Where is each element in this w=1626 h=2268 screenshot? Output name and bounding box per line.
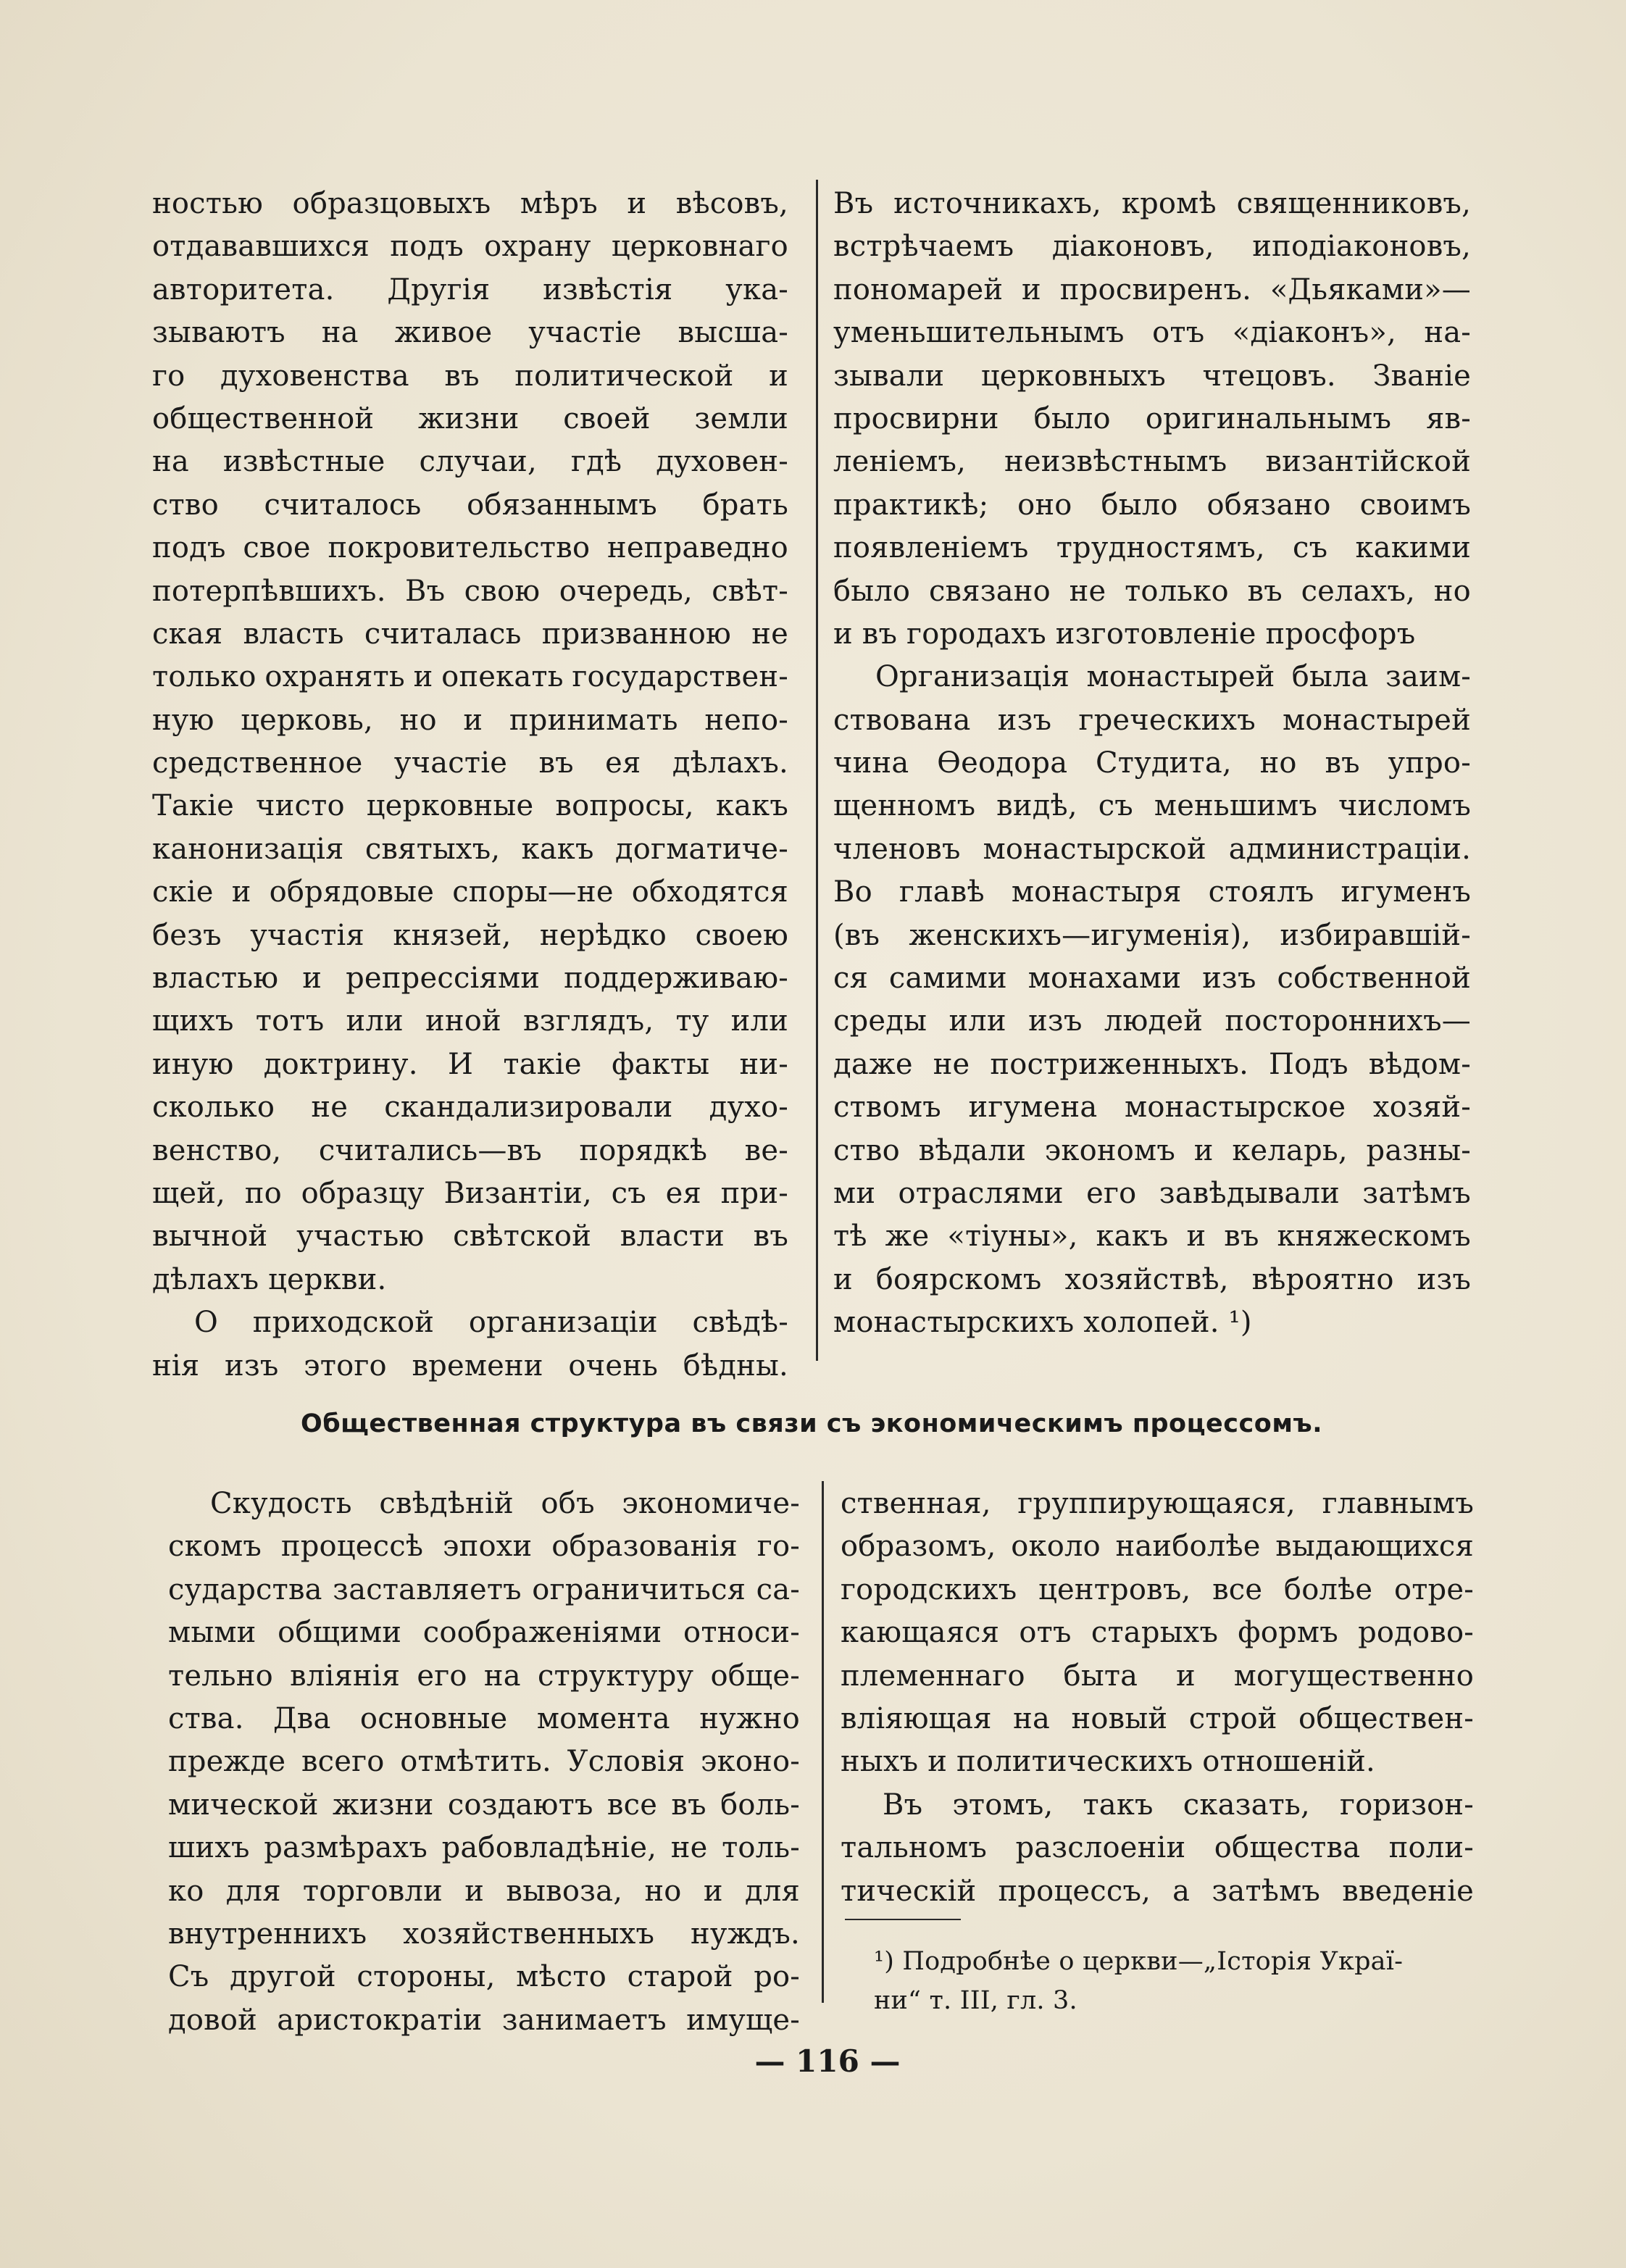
text-line: чина Өеодора Студита, но въ упро- bbox=[833, 746, 1471, 780]
text-line: ся самими монахами изъ собственной bbox=[833, 962, 1471, 996]
text-line: племеннаго быта и могущественно bbox=[841, 1659, 1474, 1693]
text-line: и боярскомъ хозяйствѣ, вѣроятно изъ bbox=[833, 1262, 1471, 1296]
text-line: прежде всего отмѣтить. Условія эконо- bbox=[168, 1745, 800, 1779]
text-line: ностью образцовыхъ мѣръ и вѣсовъ, bbox=[152, 187, 788, 220]
text-line: Организація монастырей была заим- bbox=[875, 660, 1471, 694]
text-line: ская власть считалась призванною не bbox=[152, 617, 788, 651]
text-line: потерпѣвшихъ. Въ свою очередь, свѣт- bbox=[152, 574, 788, 608]
text-line: членовъ монастырской администраціи. bbox=[833, 832, 1471, 866]
text-line: ствована изъ греческихъ монастырей bbox=[833, 703, 1471, 737]
upper-column-divider bbox=[816, 180, 818, 1361]
text-line: вычной участью свѣтской власти въ bbox=[152, 1220, 788, 1254]
text-line: леніемъ, неизвѣстнымъ византійской bbox=[833, 445, 1471, 479]
text-line: Во главѣ монастыря стоялъ игуменъ bbox=[833, 875, 1471, 909]
text-line: иную доктрину. И такіе факты ни- bbox=[152, 1047, 788, 1081]
text-line: и въ городахъ изготовленіе просфоръ bbox=[833, 617, 1416, 651]
text-line: на извѣстные случаи, гдѣ духовен- bbox=[152, 445, 788, 479]
text-line: общественной жизни своей земли bbox=[152, 401, 788, 435]
text-line: монастырскихъ холопей. ¹) bbox=[833, 1306, 1252, 1340]
text-line: (въ женскихъ—игуменія), избиравшій- bbox=[833, 918, 1471, 952]
text-line: Съ другой стороны, мѣсто старой ро- bbox=[168, 1960, 800, 1994]
text-line: ство вѣдали экономъ и келарь, разны- bbox=[833, 1133, 1471, 1167]
text-line: зываютъ на живое участіе высша- bbox=[152, 316, 788, 350]
text-line: шихъ размѣрахъ рабовладѣніе, не толь- bbox=[168, 1831, 800, 1865]
text-line: ко для торговли и вывоза, но и для bbox=[168, 1874, 800, 1908]
text-line: практикѣ; оно было обязано своимъ bbox=[833, 488, 1471, 522]
text-line: вліяющая на новый строй обществен- bbox=[841, 1701, 1474, 1735]
footnote bbox=[874, 1942, 1475, 2029]
text-line: авторитета. Другія извѣстія ука- bbox=[152, 272, 788, 307]
text-line: ную церковь, но и принимать непо- bbox=[152, 703, 788, 737]
text-line: городскихъ центровъ, все болѣе отре- bbox=[841, 1572, 1474, 1606]
text-line: ¹) Подробнѣе о церкви—„Історія Украї- bbox=[874, 1947, 1404, 1976]
text-line: скомъ процессѣ эпохи образованія го- bbox=[168, 1530, 800, 1564]
section-heading: Общественная структура въ связи съ экономическимъ процессомъ. bbox=[300, 1409, 1323, 1438]
text-line: ство считалось обязаннымъ брать bbox=[152, 488, 788, 522]
text-line: тѣ же «тіуны», какъ и въ княжескомъ bbox=[833, 1220, 1471, 1254]
text-line: властью и репрессіями поддерживаю- bbox=[152, 962, 788, 996]
text-line: щенномъ видѣ, съ меньшимъ числомъ bbox=[833, 789, 1471, 823]
text-line: уменьшительнымъ отъ «діаконъ», на- bbox=[833, 316, 1471, 350]
text-line: просвирни было оригинальнымъ яв- bbox=[833, 401, 1471, 435]
text-line: щей, по образцу Византіи, съ ея при- bbox=[152, 1176, 788, 1210]
text-line: тельно вліянія его на структуру обще- bbox=[168, 1659, 800, 1693]
text-line: канонизація святыхъ, какъ догматиче- bbox=[152, 832, 788, 866]
text-line: Въ источникахъ, кромѣ священниковъ, bbox=[833, 187, 1471, 220]
text-line: ныхъ и политическихъ отношеній. bbox=[841, 1745, 1375, 1779]
text-line: зывали церковныхъ чтецовъ. Званіе bbox=[833, 359, 1471, 393]
text-line: довой аристократіи занимаетъ имуще- bbox=[168, 2003, 800, 2037]
text-line: скіе и обрядовые споры—не обходятся bbox=[152, 875, 788, 909]
text-line: отдававшихся подъ охрану церковнаго bbox=[152, 230, 788, 264]
text-line: венство, считались—въ порядкѣ ве- bbox=[152, 1133, 788, 1167]
text-line: безъ участія князей, нерѣдко своею bbox=[152, 918, 788, 952]
text-line: образомъ, около наиболѣе выдающихся bbox=[841, 1530, 1474, 1564]
text-line: Въ этомъ, такъ сказать, горизон- bbox=[883, 1788, 1474, 1822]
footnote-rule bbox=[845, 1919, 961, 1920]
page-number: — 116 — bbox=[754, 2043, 901, 2079]
text-line: средственное участіе въ ея дѣлахъ. bbox=[152, 746, 788, 780]
text-line: дѣлахъ церкви. bbox=[152, 1262, 387, 1296]
text-line: встрѣчаемъ діаконовъ, иподіаконовъ, bbox=[833, 230, 1471, 264]
text-line: сударства заставляетъ ограничиться са- bbox=[168, 1572, 800, 1606]
text-line: О приходской организаціи свѣдѣ- bbox=[194, 1306, 788, 1340]
text-line: появленіемъ трудностямъ, съ какими bbox=[833, 531, 1471, 565]
lower-left-column bbox=[168, 1483, 800, 2055]
text-line: го духовенства въ политической и bbox=[152, 359, 788, 393]
text-line: Такіе чисто церковные вопросы, какъ bbox=[152, 789, 788, 823]
text-line: было связано не только въ селахъ, но bbox=[833, 574, 1471, 608]
text-line: только охранять и опекать государствен- bbox=[152, 660, 788, 694]
text-line: мической жизни создаютъ все въ боль- bbox=[168, 1788, 800, 1822]
text-line: сколько не скандализировали духо- bbox=[152, 1091, 788, 1125]
text-line: подъ свое покровительство неправедно bbox=[152, 531, 788, 565]
text-line: ственная, группирующаяся, главнымъ bbox=[841, 1487, 1474, 1520]
upper-right-column bbox=[833, 183, 1471, 1356]
lower-column-divider bbox=[822, 1481, 824, 2003]
text-line: ни“ т. III, гл. 3. bbox=[874, 1986, 1077, 2015]
text-line: ства. Два основные момента нужно bbox=[168, 1701, 800, 1735]
text-line: ствомъ игумена монастырское хозяй- bbox=[833, 1091, 1471, 1125]
text-line: даже не постриженныхъ. Подъ вѣдом- bbox=[833, 1047, 1471, 1081]
text-line: тальномъ разслоеніи общества поли- bbox=[841, 1831, 1474, 1865]
lower-right-column bbox=[841, 1483, 1474, 1917]
text-line: внутреннихъ хозяйственныхъ нуждъ. bbox=[168, 1917, 800, 1951]
text-line: Скудость свѣдѣній объ экономиче- bbox=[210, 1487, 800, 1520]
text-line: мыми общими соображеніями относи- bbox=[168, 1616, 800, 1650]
text-line: кающаяся отъ старыхъ формъ родово- bbox=[841, 1616, 1474, 1650]
text-line: среды или изъ людей постороннихъ— bbox=[833, 1004, 1471, 1038]
text-line: пономарей и просвиренъ. «Дьяками»— bbox=[833, 272, 1471, 307]
text-line: ми отраслями его завѣдывали затѣмъ bbox=[833, 1176, 1471, 1210]
text-line: нія изъ этого времени очень бѣдны. bbox=[152, 1348, 788, 1383]
text-line: щихъ тотъ или иной взглядъ, ту или bbox=[152, 1004, 788, 1038]
text-line: тическій процессъ, а затѣмъ введеніе bbox=[841, 1874, 1474, 1908]
upper-left-column bbox=[152, 183, 788, 1400]
